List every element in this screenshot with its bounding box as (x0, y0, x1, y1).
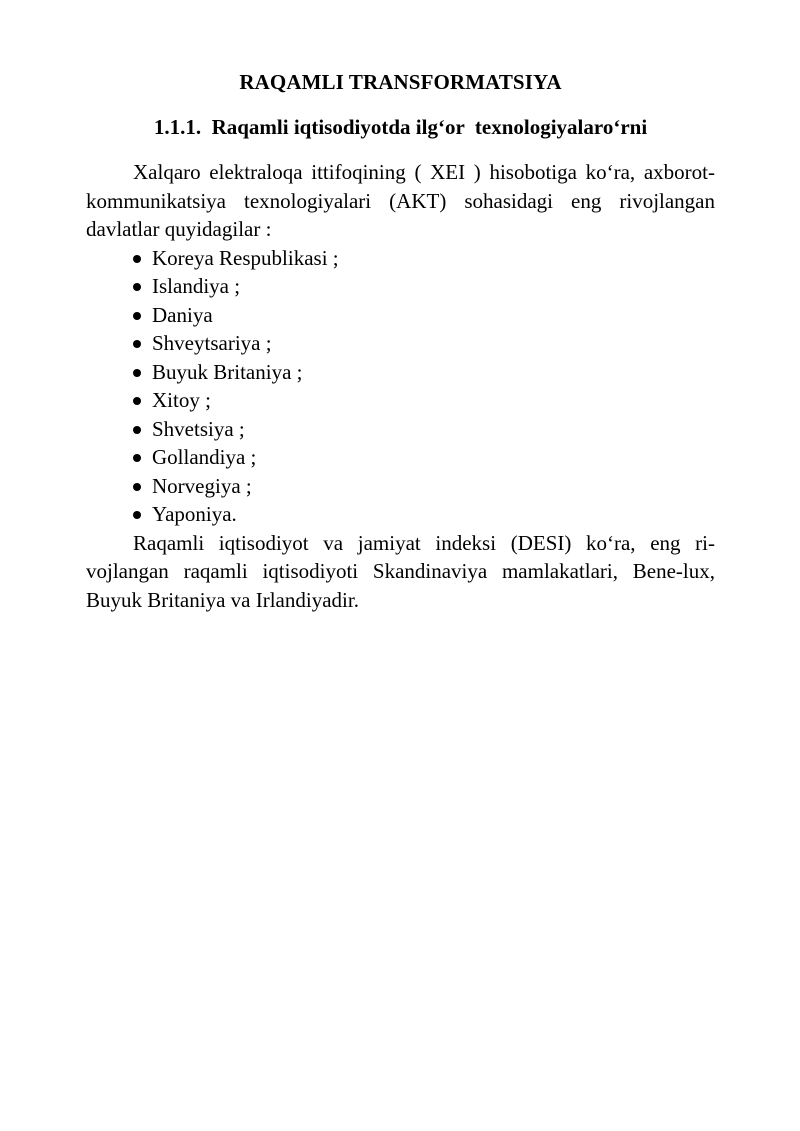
list-item (132, 500, 715, 529)
list-item-label: Daniya (152, 302, 213, 327)
list-item (132, 386, 715, 415)
list-item-label: Gollandiya ; (152, 445, 257, 469)
list-item-label: Shvetsiya ; (152, 416, 245, 441)
bullet-icon (133, 340, 141, 348)
closing-paragraph: Raqamli iqtisodiyot va jamiyat indeksi (DESI) ko‘ra, eng ri-vojlangan raqamli iqtisodiyoti Skandinaviya mamlakatlari, Bene-lux, Buyuk Britaniya va Irlandiyadir. (86, 530, 715, 612)
bullet-icon (133, 255, 141, 263)
list-item-label: Buyuk Britaniya ; (152, 359, 303, 384)
document-page (86, 68, 715, 614)
bullet-icon (133, 454, 141, 462)
country-list (86, 244, 715, 529)
bullet-icon (133, 312, 141, 320)
list-item-label: Norvegiya ; (152, 473, 252, 498)
list-item (132, 472, 715, 501)
bullet-icon (133, 483, 141, 491)
list-item-label: Koreya Respublikasi ; (152, 245, 339, 270)
list-item (132, 272, 715, 301)
list-item (132, 329, 715, 358)
bullet-icon (133, 283, 141, 291)
list-item (132, 415, 715, 444)
list-item (132, 443, 715, 472)
list-item (132, 358, 715, 387)
list-item-label: Xitoy ; (152, 388, 211, 412)
list-item-label: Islandiya ; (152, 274, 241, 298)
document-title: RAQAMLI TRANSFORMATSIYA (239, 70, 562, 94)
bullet-icon (133, 426, 141, 434)
list-item-label: Yaponiya. (152, 502, 237, 526)
bullet-icon (133, 511, 141, 519)
section-heading: 1.1.1. Raqamli iqtisodiyotda ilg‘or texnologiyalaro‘rni (153, 115, 648, 139)
intro-paragraph: Xalqaro elektraloqa ittifoqining ( XEI ) hisobotiga ko‘ra, axborot-kommunikatsiya texnologiyalari (AKT) sohasidagi eng rivojlangan davlatlar quyidagilar : (86, 160, 715, 241)
bullet-icon (133, 369, 141, 377)
list-item (132, 301, 715, 330)
bullet-icon (133, 397, 141, 405)
list-item (132, 244, 715, 273)
list-item-label: Shveytsariya ; (152, 331, 272, 355)
